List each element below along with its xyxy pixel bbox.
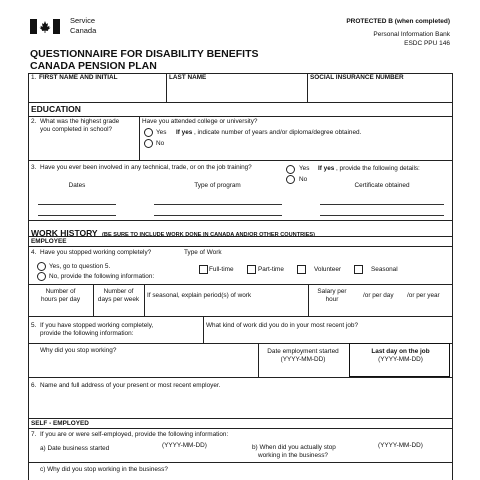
volunteer-checkbox[interactable] [297, 265, 306, 274]
q1-number: 1. [31, 74, 37, 81]
q2-text-line1: What was the highest grade [40, 118, 120, 125]
q2-if-yes-text: , indicate number of years and/or diploma/degree obtained. [194, 129, 362, 136]
q4-number: 4. [31, 249, 37, 256]
date-started-line2: (YYYY-MM-DD) [280, 356, 326, 363]
hours-per-day-line1: Number of [45, 288, 76, 295]
q6-text: Name and full address of your present or most recent employer. [40, 382, 221, 389]
last-day-line1: Last day on the job [371, 348, 430, 355]
stop-business-line2: working in the business? [258, 452, 328, 459]
q3-no-label: No [299, 176, 308, 183]
last-name-field[interactable] [168, 83, 305, 100]
q5-recent-job-question: What kind of work did you do in your most recent job? [206, 322, 359, 329]
q3-if-yes-text: , provide the following details: [336, 165, 420, 172]
stop-business-date-format: (YYYY-MM-DD) [378, 442, 423, 449]
business-started-label: a) Date business started [40, 445, 110, 452]
salary-per-line1: Salary per [317, 288, 347, 295]
q2-if-yes-bold: If yes [176, 129, 193, 136]
col-dates-label: Dates [68, 182, 86, 189]
q4-yes-label: Yes, go to question 5. [49, 263, 111, 270]
per-year-label: /or per year [407, 292, 440, 299]
training-cert-line-2[interactable] [320, 215, 444, 216]
training-program-line-2[interactable] [154, 215, 282, 216]
self-employed-heading: SELF - EMPLOYED [31, 420, 89, 427]
first-name-label: FIRST NAME AND INITIAL [39, 74, 118, 81]
parttime-label: Part-time [258, 266, 284, 273]
fulltime-checkbox[interactable] [199, 265, 208, 274]
seasonal-period-label: If seasonal, explain period(s) of work [147, 292, 252, 299]
sin-field[interactable] [309, 83, 450, 100]
work-history-note: (BE SURE TO INCLUDE WORK DONE IN CANADA AND/OR OTHER COUNTRIES) [102, 232, 316, 238]
q4-text: Have you stopped working completely? [40, 249, 152, 256]
parttime-checkbox[interactable] [247, 265, 256, 274]
stop-business-line1: b) When did you actually stop [252, 444, 336, 451]
canada-flag-logo [30, 19, 60, 34]
form-subtitle: CANADA PENSION PLAN [30, 60, 157, 72]
q3-yes-radio[interactable] [286, 165, 295, 174]
training-cert-line-1[interactable] [320, 204, 444, 205]
q5-number: 5. [31, 322, 37, 329]
col-certificate-label: Certificate obtained [354, 182, 410, 189]
q3-number: 3. [31, 164, 37, 171]
q2-college-question: Have you attended college or university? [142, 118, 258, 125]
form-title: QUESTIONNAIRE FOR DISABILITY BENEFITS [30, 48, 259, 60]
per-day-label: /or per day [363, 292, 394, 299]
employee-subheading: EMPLOYEE [31, 238, 67, 245]
business-started-date-format: (YYYY-MM-DD) [162, 442, 207, 449]
q7-number: 7. [31, 431, 37, 438]
days-per-week-line2: days per week [97, 296, 140, 303]
education-heading: EDUCATION [31, 104, 81, 114]
q7-text: If you are or were self-employed, provide the following information: [40, 431, 229, 438]
first-name-field[interactable] [30, 83, 165, 100]
employer-address-field[interactable] [30, 392, 450, 416]
seasonal-label: Seasonal [371, 266, 398, 273]
fulltime-label: Full-time [209, 266, 234, 273]
protected-label: PROTECTED B (when completed) [346, 18, 450, 25]
q3-yes-label: Yes [299, 165, 310, 172]
last-name-label: LAST NAME [169, 74, 207, 81]
training-dates-line-1[interactable] [38, 204, 116, 205]
why-stop-label: Why did you stop working? [40, 347, 117, 354]
training-program-line-1[interactable] [154, 204, 282, 205]
org-name-line2: Canada [70, 26, 97, 35]
volunteer-label: Volunteer [314, 266, 342, 273]
seasonal-checkbox[interactable] [354, 265, 363, 274]
training-dates-line-2[interactable] [38, 215, 116, 216]
sin-label: SOCIAL INSURANCE NUMBER [310, 74, 404, 81]
q2-text-line2: you completed in school? [40, 126, 113, 133]
q5-text-line2: provide the following information: [40, 330, 134, 337]
salary-per-line2: hour [325, 296, 339, 303]
q2-no-label: No [156, 140, 165, 147]
q2-no-radio[interactable] [144, 139, 153, 148]
last-day-line2: (YYYY-MM-DD) [378, 356, 423, 363]
q3-text: Have you ever been involved in any technical, trade, or on the job training? [40, 164, 252, 171]
info-bank-label: Personal Information Bank [373, 31, 450, 38]
type-of-work-label: Type of Work [184, 249, 222, 256]
ppu-label: ESDC PPU 146 [404, 40, 450, 47]
work-history-heading [31, 223, 315, 241]
work-history-title: WORK HISTORY [31, 228, 98, 238]
q6-number: 6. [31, 382, 37, 389]
q4-no-radio[interactable] [37, 272, 46, 281]
q3-if-yes-bold: If yes [318, 165, 335, 172]
q2-yes-radio[interactable] [144, 128, 153, 137]
q4-no-label: No, provide the following information: [49, 273, 155, 280]
why-stop-business-label: c) Why did you stop working in the business? [40, 466, 168, 473]
days-per-week-line1: Number of [103, 288, 134, 295]
q5-text-line1: If you have stopped working completely, [40, 322, 154, 329]
q3-no-radio[interactable] [286, 175, 295, 184]
q2-number: 2. [31, 118, 37, 125]
hours-per-day-line2: hours per day [40, 296, 81, 303]
org-name-line1: Service [70, 16, 96, 25]
col-program-label: Type of program [194, 182, 241, 189]
q4-yes-radio[interactable] [37, 262, 46, 271]
q2-yes-label: Yes [156, 129, 167, 136]
date-started-line1: Date employment started [267, 348, 339, 355]
